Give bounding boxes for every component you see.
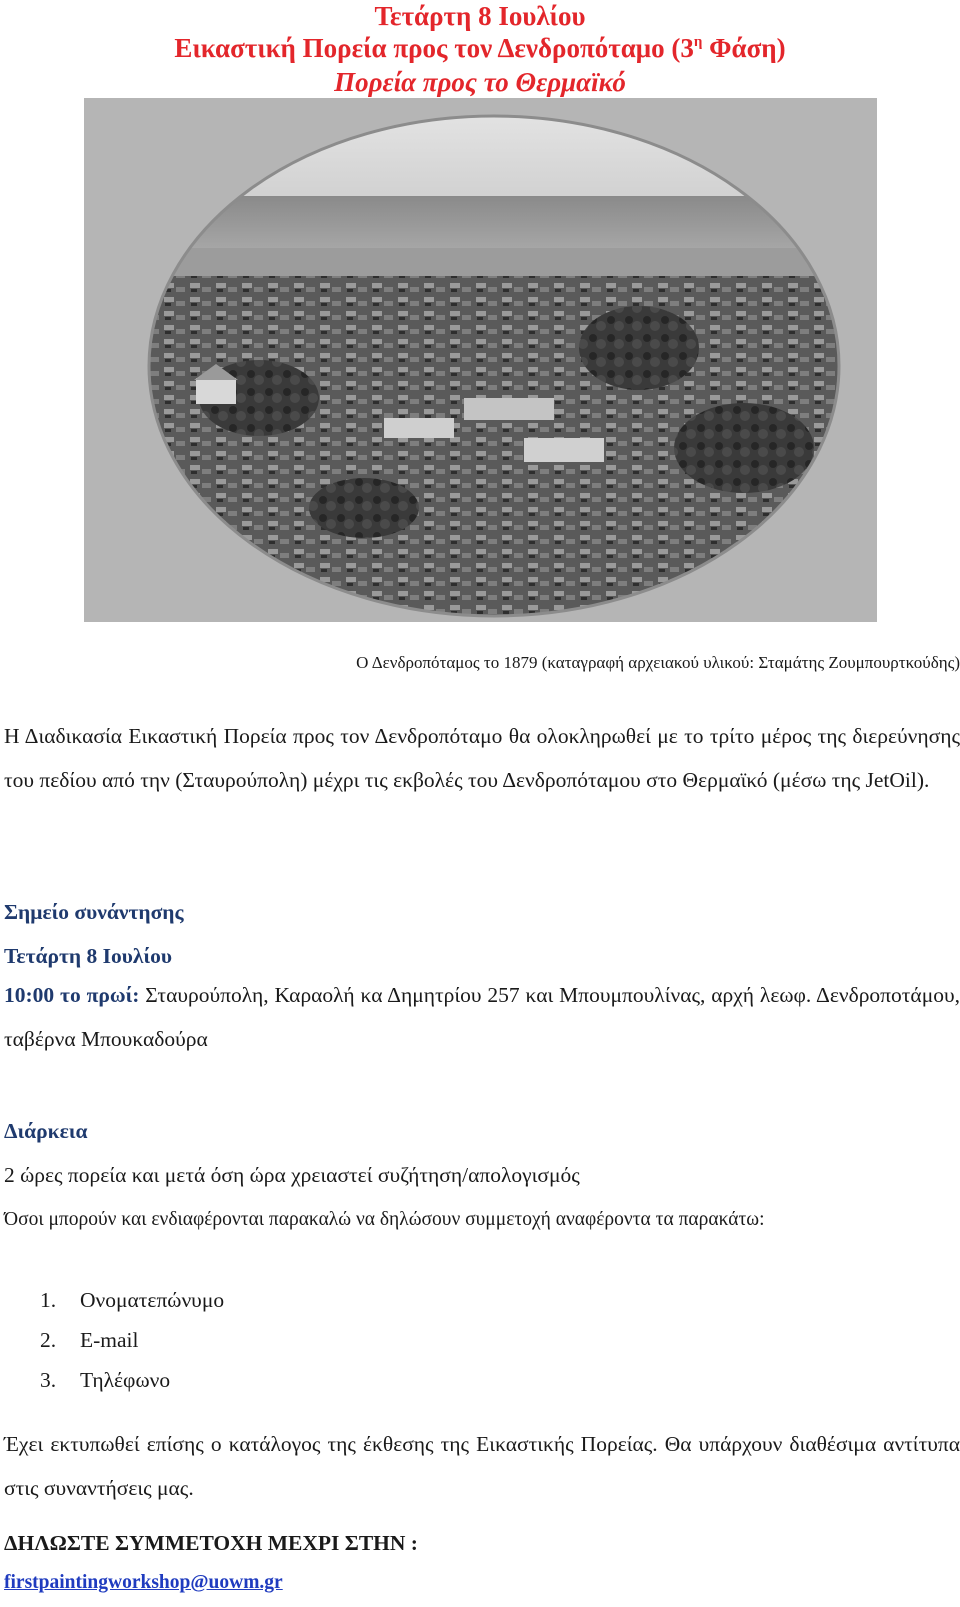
- photo-caption: Ο Δενδροπόταμος το 1879 (καταγραφή αρχειακού υλικού: Σταμάτης Ζουμπουρτκούδης): [356, 653, 960, 672]
- header-subtitle: Πορεία προς το Θερμαϊκό: [334, 67, 626, 97]
- meeting-time: 10:00 το πρωί:: [4, 983, 140, 1007]
- header-title-superscript: η: [693, 34, 703, 50]
- meeting-address: Σταυρούπολη, Καραολή κα Δημητρίου 257 και Μπουμπουλίνας, αρχή λεωφ. Δενδροποτάμου, ταβέρνα Μπουκαδούρα: [4, 983, 960, 1051]
- meeting-date: Τετάρτη 8 Ιουλίου: [4, 944, 173, 968]
- list-label: Τηλέφωνο: [80, 1368, 171, 1392]
- duration-text: 2 ώρες πορεία και μετά όση ώρα χρειαστεί συζήτηση/απολογισμός: [4, 1163, 580, 1187]
- list-label: E-mail: [80, 1328, 139, 1352]
- catalog-paragraph: Έχει εκτυπωθεί επίσης ο κατάλογος της έκθεσης της Εικαστικής Πορείας. Θα υπάρχουν διαθέσιμα αντίτυπα στις συναντήσεις μας.: [4, 1432, 960, 1500]
- list-number: 2.: [40, 1328, 57, 1352]
- header-title-tail: Φάση): [702, 33, 786, 63]
- list-label: Ονοματεπώνυμο: [80, 1288, 225, 1312]
- deadline-notice: ΔΗΛΩΣΤΕ ΣΥΜΜΕΤΟΧΗ ΜΕΧΡΙ ΣΤΗΝ :: [4, 1531, 418, 1555]
- meeting-place: [4, 973, 960, 1061]
- duration-heading: Διάρκεια: [4, 1119, 88, 1143]
- list-number: 3.: [40, 1368, 57, 1392]
- meeting-heading: Σημείο συνάντησης: [4, 900, 184, 924]
- header-title: [0, 32, 960, 64]
- header-date: Τετάρτη 8 Ιουλίου: [374, 1, 586, 31]
- intro-paragraph: Η Διαδικασία Εικαστική Πορεία προς τον Δενδροπόταμο θα ολοκληρωθεί με το τρίτο μέρος της διερεύνησης του πεδίου από την (Σταυρούπολη) μέχρι τις εκβολές του Δενδροπόταμου στο Θερμαϊκό (μέσω της JetOil).: [4, 724, 960, 792]
- contact-email-link[interactable]: firstpaintingworkshop@uowm.gr: [4, 1572, 283, 1593]
- list-number: 1.: [40, 1288, 57, 1312]
- header-title-main: Εικαστική Πορεία προς τον Δενδροπόταμο (3: [174, 33, 694, 63]
- historic-photo: [84, 98, 877, 622]
- historic-photo-image: [84, 98, 877, 622]
- signup-instructions: Όσοι μπορούν και ενδιαφέρονται παρακαλώ να δηλώσουν συμμετοχή αναφέροντα τα παρακάτω:: [4, 1209, 765, 1230]
